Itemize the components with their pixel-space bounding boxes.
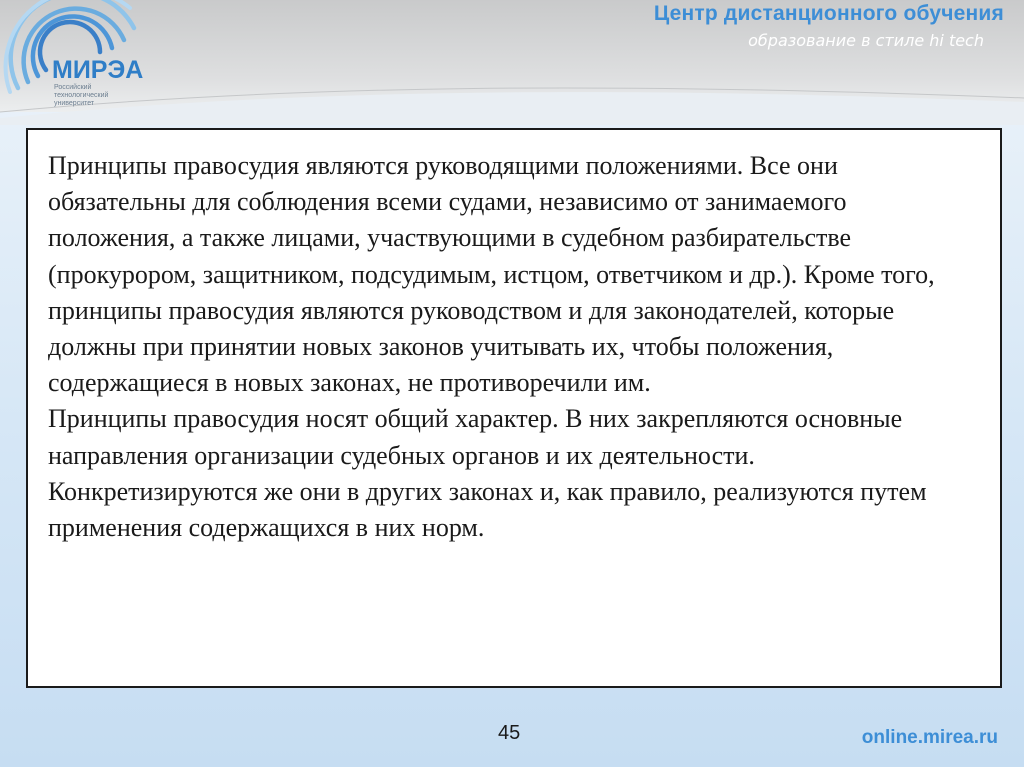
logo-tagline-1: Российский bbox=[54, 84, 92, 91]
slide-number: 45 bbox=[498, 722, 521, 744]
logo-tagline-3: университет bbox=[54, 100, 95, 107]
logo-tagline-2: технологический bbox=[54, 92, 109, 99]
content-text bbox=[48, 148, 968, 546]
header-title: Центр дистанционного обучения bbox=[653, 2, 1004, 25]
header-subtitle: образование в стиле hi tech bbox=[748, 31, 984, 50]
university-logo[interactable] bbox=[0, 0, 180, 110]
content-box bbox=[26, 128, 1002, 688]
paragraph-1: Принципы правосудия являются руководящими положениями. Все они обязательны для соблюдения всеми судами, независимо от занимаемого положения, а также лицами, участвующими в судебном разбирательстве (прокурором, защитником, подсудимым, истцом, ответчиком и др.). Кроме того, принципы правосудия являются руководством и для законодателей, которые должны при принятии новых законов учитывать их, чтобы положения, содержащиеся в новых законах, не противоречили им. bbox=[48, 151, 935, 398]
site-url-link[interactable]: online.mirea.ru bbox=[861, 727, 998, 748]
paragraph-2: Принципы правосудия носят общий характер. В них закрепляются основные направления организации судебных органов и их деятельности. Конкретизируются же они в других законах и, как правило, реализуются путем применения содержащихся в них норм. bbox=[48, 404, 927, 543]
mirea-logo-icon bbox=[0, 0, 180, 110]
logo-wordmark: МИРЭА bbox=[52, 56, 144, 84]
